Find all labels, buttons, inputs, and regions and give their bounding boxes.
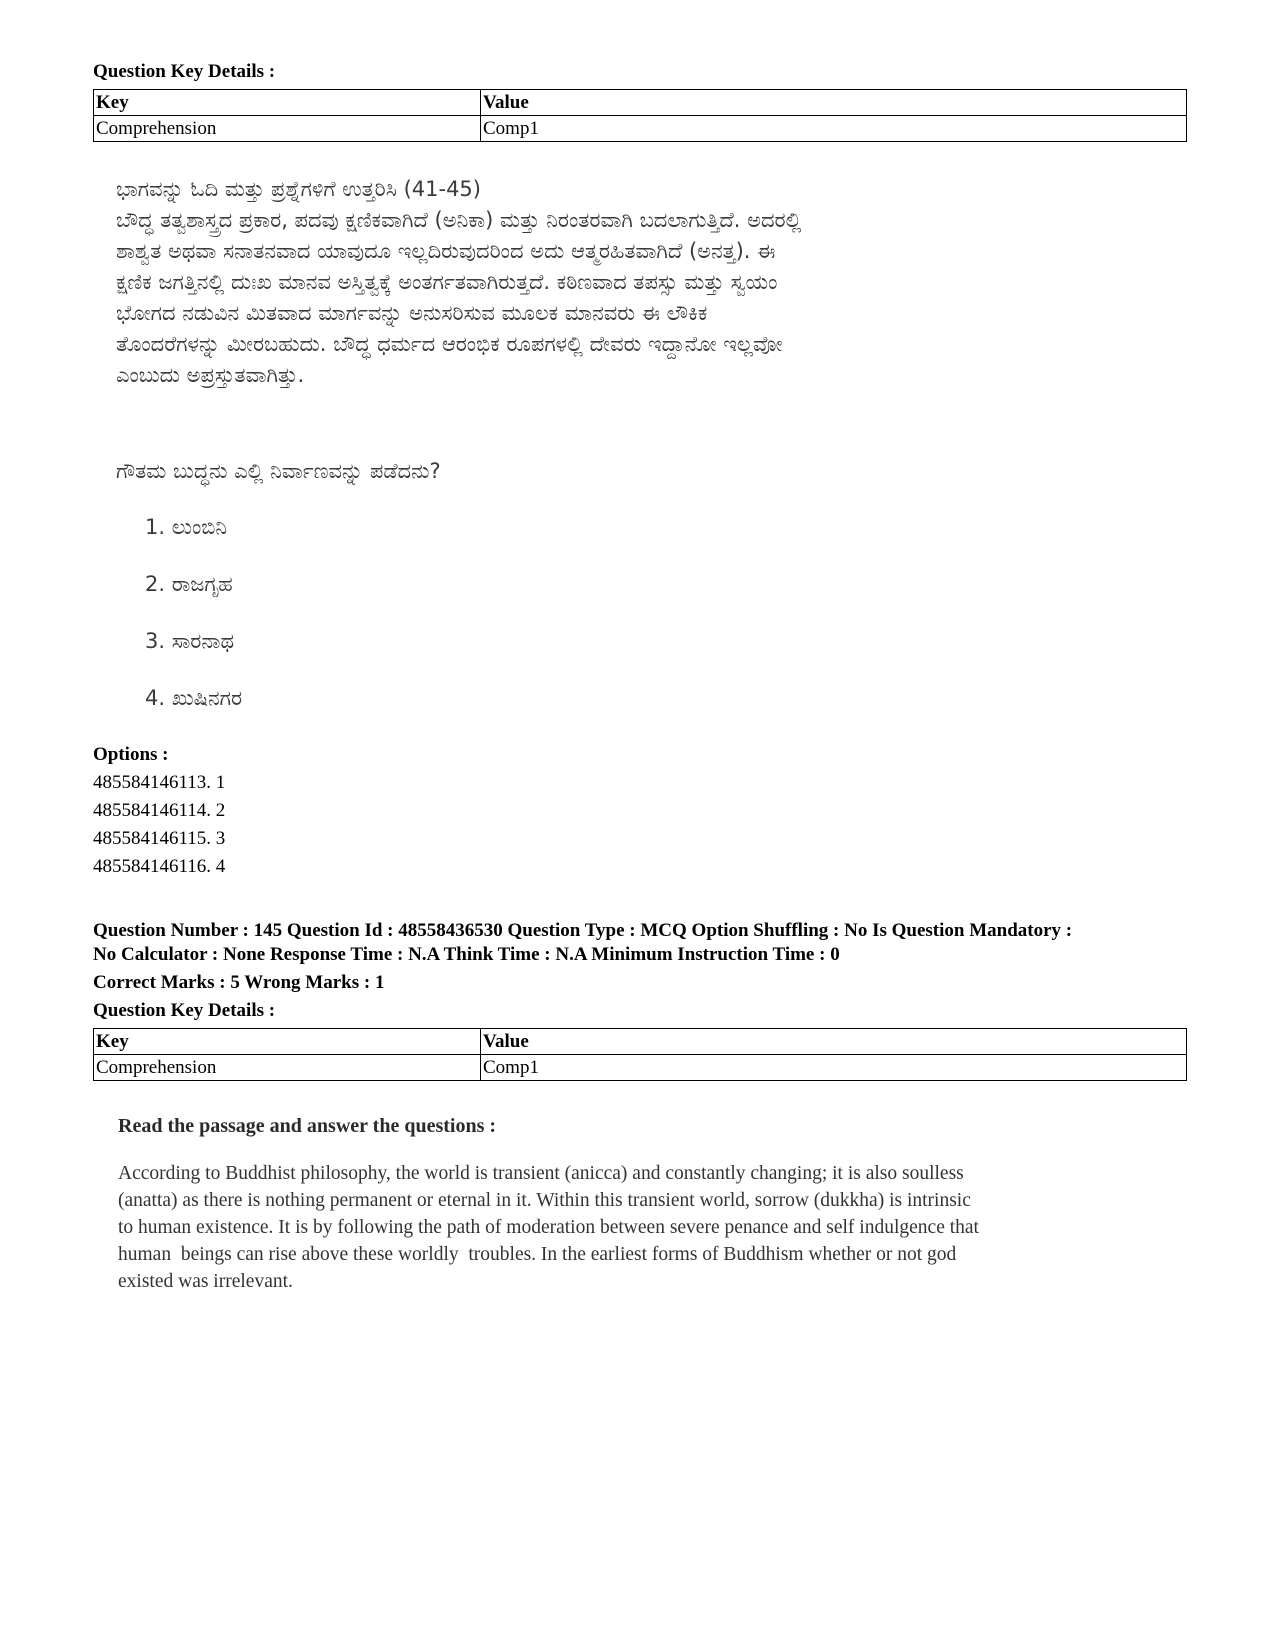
kannada-passage-line: ಶಾಶ್ವತ ಅಥವಾ ಸನಾತನವಾದ ಯಾವುದೂ ಇಲ್ಲದಿರುವುದರಿಂದ ಅದು ಆತ್ಮರಹಿತವಾಗಿದೆ (ಅನತ್ತ). ಈ <box>116 239 776 263</box>
option-item: 485584146116. 4 <box>93 856 226 877</box>
table-header-key: Key <box>94 1029 481 1055</box>
option-item: 485584146114. 2 <box>93 800 226 821</box>
english-passage-line: According to Buddhist philosophy, the world is transient (anicca) and constantly changing; it is also soulless <box>118 1163 964 1184</box>
table-cell-value: Comp1 <box>481 116 1187 142</box>
kannada-question: ಗೌತಮ ಬುದ್ಧನು ಎಲ್ಲಿ ನಿರ್ವಾಣವನ್ನು ಪಡೆದನು? <box>116 459 441 483</box>
kannada-passage <box>116 205 1176 391</box>
kannada-passage-line: ಬೌದ್ಧ ತತ್ವಶಾಸ್ತ್ರದ ಪ್ರಕಾರ, ಪದವು ಕ್ಷಣಿಕವಾಗಿದೆ (ಅನಿಕಾ) ಮತ್ತು ನಿರಂತರವಾಗಿ ಬದಲಾಗುತ್ತಿದೆ. ಅದರಲ್ಲಿ <box>116 208 802 232</box>
table-header-row <box>94 90 1187 116</box>
question-marks: Correct Marks : 5 Wrong Marks : 1 <box>93 972 385 993</box>
question-meta-line-2: No Calculator : None Response Time : N.A Think Time : N.A Minimum Instruction Time : 0 <box>93 944 840 965</box>
english-passage <box>118 1160 1158 1295</box>
table-cell-value: Comp1 <box>481 1055 1187 1081</box>
table-cell-key: Comprehension <box>94 116 481 142</box>
english-passage-line: existed was irrelevant. <box>118 1271 293 1292</box>
table-header-value: Value <box>481 1029 1187 1055</box>
english-passage-line: to human existence. It is by following the path of moderation between severe penance and self indulgence that <box>118 1217 979 1238</box>
kannada-choice-1: 1. ಲುಂಬಿನಿ <box>145 515 228 539</box>
table-header-row <box>94 1029 1187 1055</box>
question-meta-line-1: Question Number : 145 Question Id : 48558436530 Question Type : MCQ Option Shuffling : No Is Question Mandatory : <box>93 920 1073 941</box>
table-cell-key: Comprehension <box>94 1055 481 1081</box>
key-value-table <box>93 1028 1187 1081</box>
kannada-passage-line: ಎಂಬುದು ಅಪ್ರಸ್ತುತವಾಗಿತ್ತು. <box>116 363 305 387</box>
kannada-choice-4: 4. ಖುಷಿನಗರ <box>145 686 243 710</box>
key-details-label: Question Key Details : <box>93 61 276 82</box>
key-details-label: Question Key Details : <box>93 1000 276 1021</box>
option-item: 485584146113. 1 <box>93 772 226 793</box>
option-item: 485584146115. 3 <box>93 828 226 849</box>
english-passage-line: (anatta) as there is nothing permanent or eternal in it. Within this transient world, sorrow (dukkha) is intrinsic <box>118 1190 971 1211</box>
table-row <box>94 116 1187 142</box>
table-row <box>94 1055 1187 1081</box>
key-value-table <box>93 89 1187 142</box>
english-passage-title: Read the passage and answer the questions : <box>118 1115 497 1137</box>
options-label: Options : <box>93 744 169 765</box>
kannada-passage-heading: ಭಾಗವನ್ನು ಓದಿ ಮತ್ತು ಪ್ರಶ್ನೆಗಳಿಗೆ ಉತ್ತರಿಸಿ (41-45) <box>116 177 481 201</box>
kannada-choice-2: 2. ರಾಜಗೃಹ <box>145 572 233 596</box>
kannada-passage-line: ತೊಂದರೆಗಳನ್ನು ಮೀರಬಹುದು. ಬೌದ್ಧ ಧರ್ಮದ ಆರಂಭಿಕ ರೂಪಗಳಲ್ಲಿ ದೇವರು ಇದ್ದಾನೋ ಇಲ್ಲವೋ <box>116 332 783 356</box>
english-passage-line: human beings can rise above these worldly troubles. In the earliest forms of Buddhism whether or not god <box>118 1244 957 1265</box>
kannada-passage-line: ಭೋಗದ ನಡುವಿನ ಮಿತವಾದ ಮಾರ್ಗವನ್ನು ಅನುಸರಿಸುವ ಮೂಲಕ ಮಾನವರು ಈ ಲೌಕಿಕ <box>116 301 708 325</box>
table-header-value: Value <box>481 90 1187 116</box>
kannada-choice-3: 3. ಸಾರನಾಥ <box>145 629 235 653</box>
kannada-passage-line: ಕ್ಷಣಿಕ ಜಗತ್ತಿನಲ್ಲಿ ದುಃಖ ಮಾನವ ಅಸ್ತಿತ್ವಕ್ಕೆ ಅಂತರ್ಗತವಾಗಿರುತ್ತದೆ. ಕಠಿಣವಾದ ತಪಸ್ಸು ಮತ್ತು ಸ್ವಯಂ <box>116 270 778 294</box>
table-header-key: Key <box>94 90 481 116</box>
